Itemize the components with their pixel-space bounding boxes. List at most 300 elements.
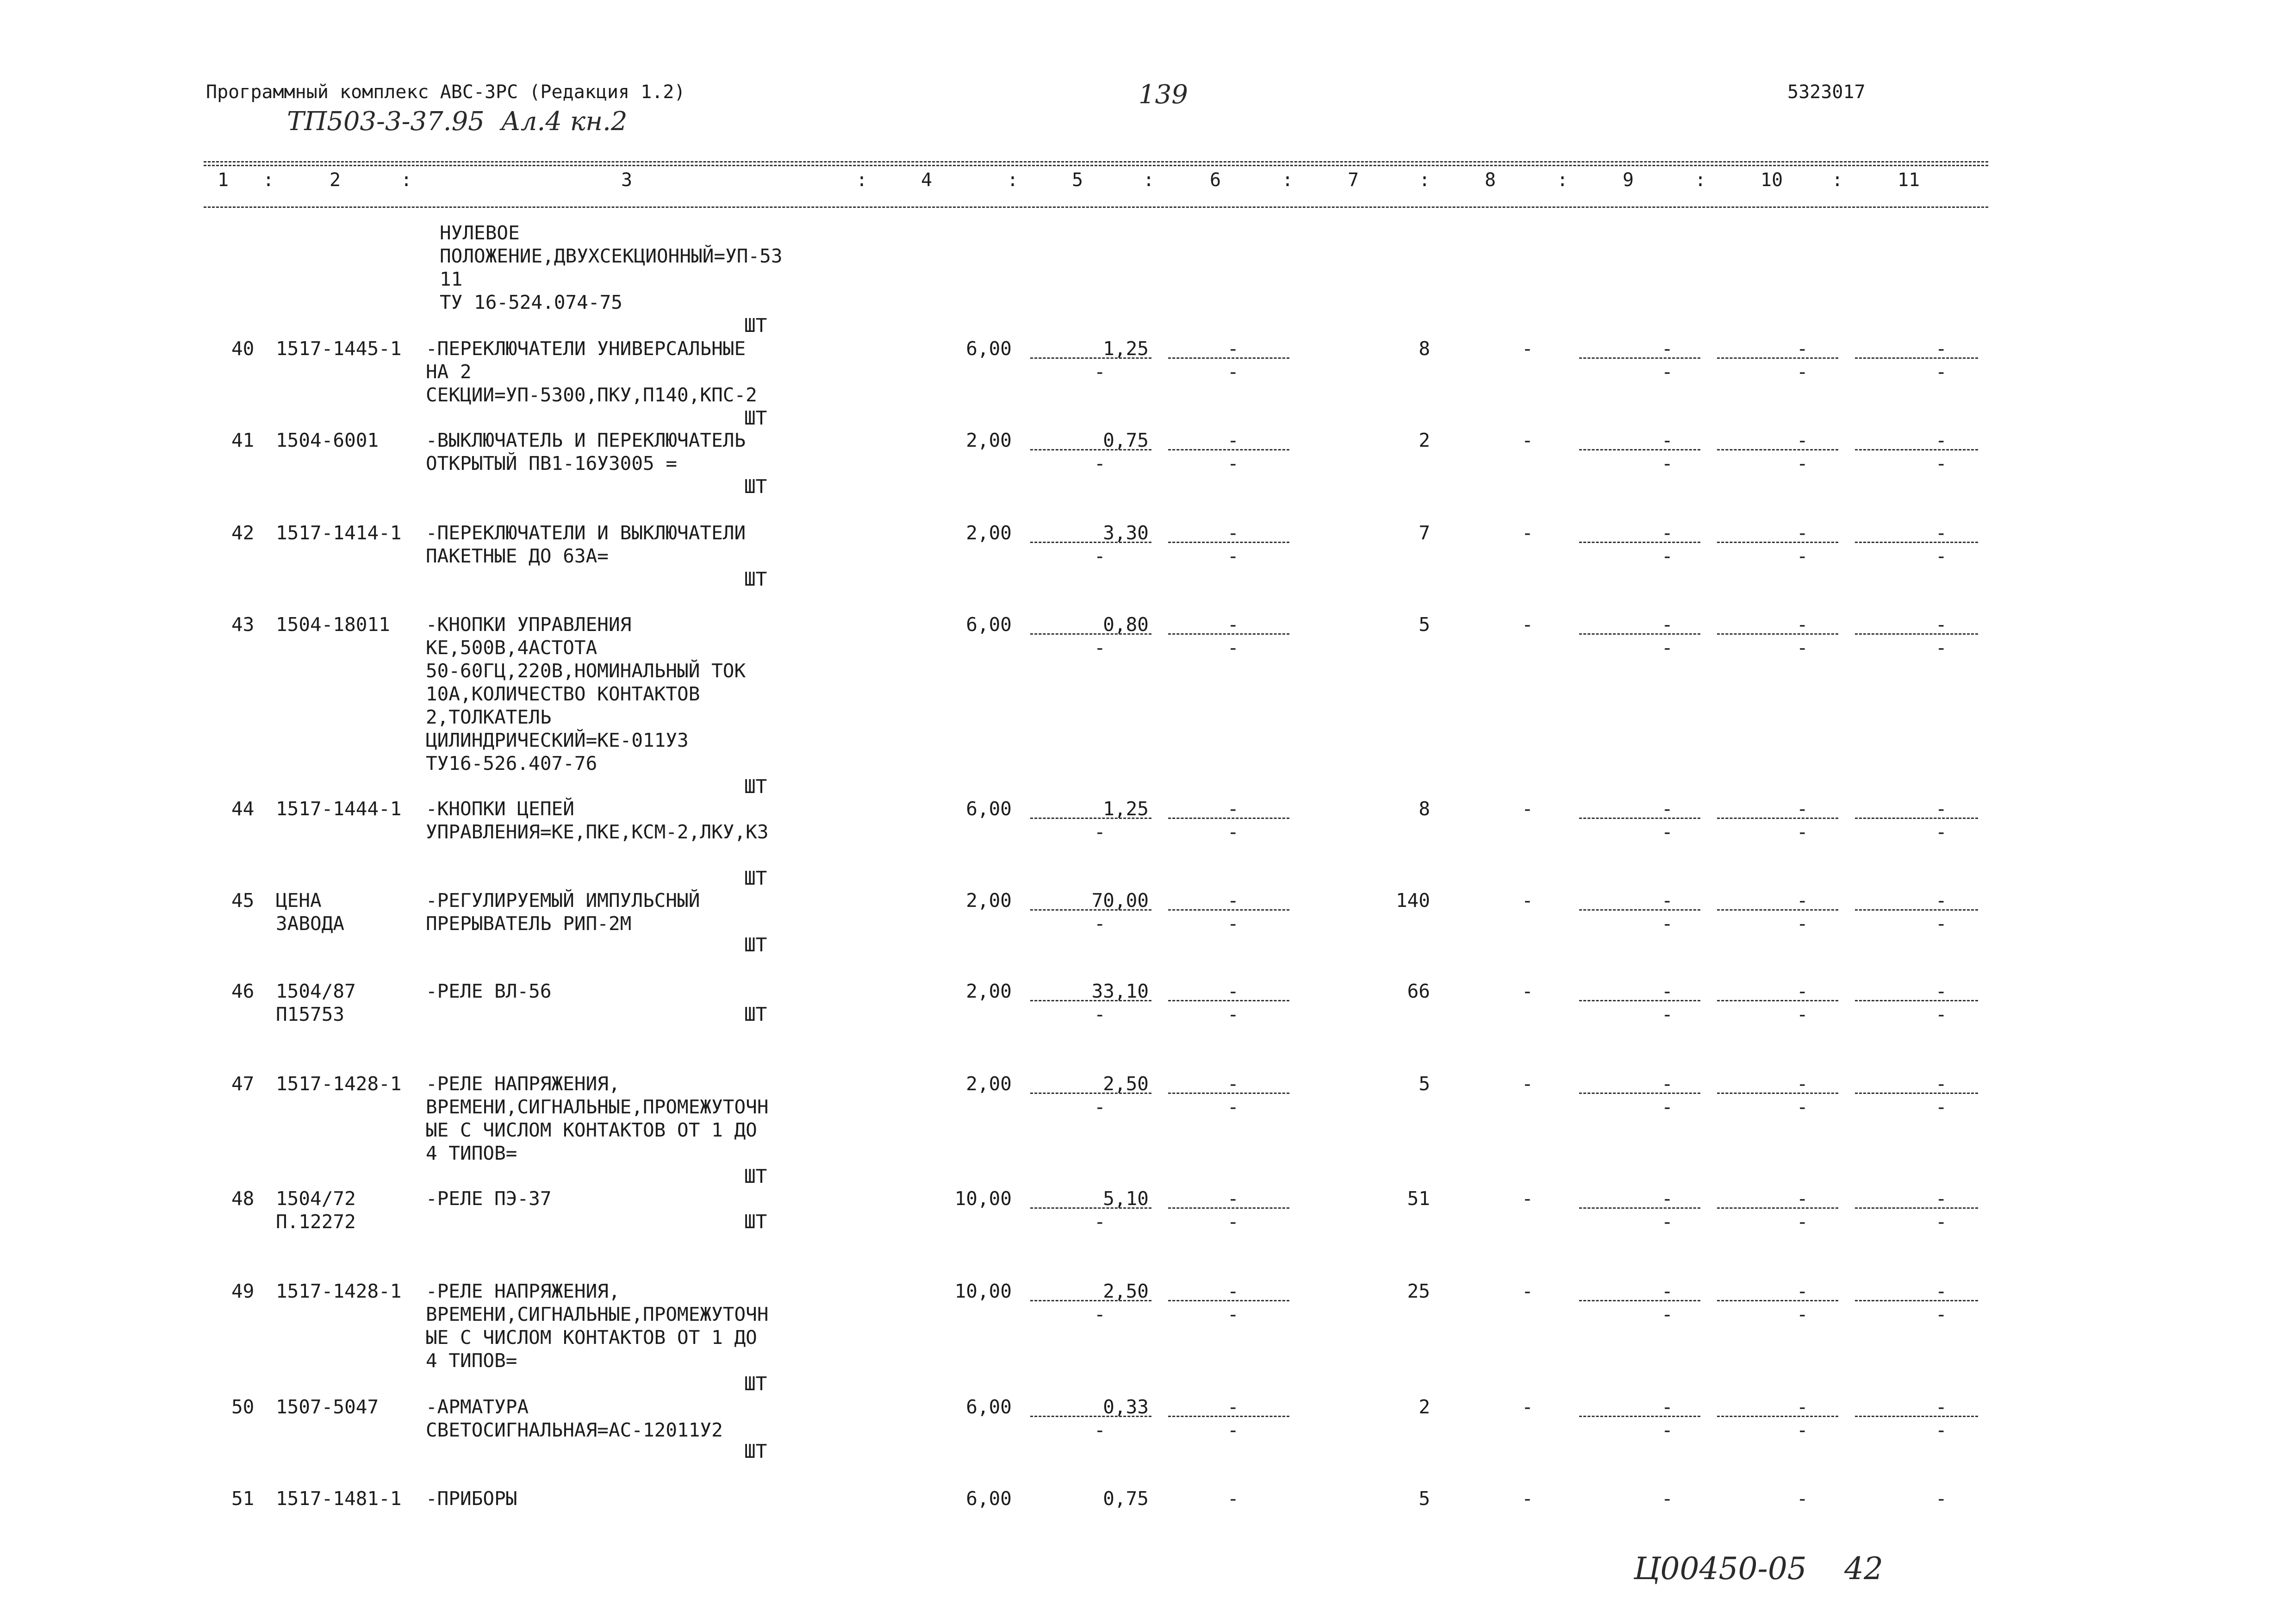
cell-col8: - <box>1522 613 1533 636</box>
cell-col4: 2,00 <box>966 889 1012 912</box>
cell-col4: 2,00 <box>966 1073 1012 1095</box>
cell-underline <box>1030 818 1151 819</box>
row-number: 49 <box>231 1280 255 1302</box>
cell-subvalue: - <box>1661 361 1673 383</box>
cell-col6: - <box>1227 429 1239 451</box>
cell-subvalue: - <box>1797 637 1808 659</box>
column-header: 7 <box>1348 169 1359 191</box>
cell-col6: - <box>1227 798 1239 820</box>
row-code: 1517-1428-1 <box>276 1073 402 1095</box>
cell-underline <box>1717 909 1838 911</box>
cell-underline <box>1579 818 1700 819</box>
cell-col11: - <box>1935 1187 1947 1210</box>
cell-col8: - <box>1522 429 1533 451</box>
cell-underline <box>1168 1093 1289 1094</box>
column-header: 6 <box>1210 169 1221 191</box>
cell-subvalue: - <box>1797 545 1808 567</box>
row-description: 2,ТОЛКАТЕЛЬ <box>426 706 552 728</box>
cell-col6: - <box>1227 1073 1239 1095</box>
cell-underline <box>1030 357 1151 359</box>
cell-underline <box>1579 357 1700 359</box>
cell-underline <box>1168 1207 1289 1209</box>
cell-underline <box>1855 542 1978 543</box>
cell-underline <box>1579 1416 1700 1417</box>
cell-col10: - <box>1797 1187 1808 1210</box>
cell-col5: 2,50 <box>1103 1073 1149 1095</box>
row-description: ПАКЕТНЫЕ ДО 63А= <box>426 545 609 567</box>
cell-underline <box>1717 1207 1838 1209</box>
cell-subvalue: - <box>1797 1419 1808 1441</box>
cell-subvalue: - <box>1094 912 1106 935</box>
column-header: 10 <box>1761 169 1783 191</box>
row-number: 45 <box>231 889 255 912</box>
lead-item-line: НУЛЕВОЕ <box>440 222 520 244</box>
cell-underline <box>1030 633 1151 635</box>
cell-subvalue: - <box>1227 1211 1239 1233</box>
row-unit: ШТ <box>744 568 767 590</box>
cell-col8: - <box>1522 1280 1533 1302</box>
cell-col9: - <box>1661 337 1673 360</box>
row-description: ЦИЛИНДРИЧЕСКИЙ=КЕ-011У3 <box>426 729 689 751</box>
row-description: СВЕТОСИГНАЛЬНАЯ=АС-12011У2 <box>426 1419 723 1441</box>
cell-col11: - <box>1935 522 1947 544</box>
cell-col9: - <box>1661 798 1673 820</box>
cell-col10: - <box>1797 980 1808 1002</box>
cell-subvalue: - <box>1797 361 1808 383</box>
cell-col10: - <box>1797 889 1808 912</box>
cell-subvalue: - <box>1227 912 1239 935</box>
cell-underline <box>1168 1416 1289 1417</box>
cell-underline <box>1030 1000 1151 1001</box>
cell-col5: 5,10 <box>1103 1187 1149 1210</box>
cell-col9: - <box>1661 1487 1673 1510</box>
cell-subvalue: - <box>1661 452 1673 475</box>
cell-col5: 33,10 <box>1091 980 1149 1002</box>
cell-subvalue: - <box>1935 1096 1947 1118</box>
cell-col9: - <box>1661 613 1673 636</box>
cell-subvalue: - <box>1661 637 1673 659</box>
header-bottom-rule <box>204 206 1988 208</box>
cell-col6: - <box>1227 613 1239 636</box>
cell-underline <box>1717 449 1838 450</box>
cell-underline <box>1030 1207 1151 1209</box>
cell-col5: 2,50 <box>1103 1280 1149 1302</box>
cell-subvalue: - <box>1661 821 1673 843</box>
cell-subvalue: - <box>1935 1003 1947 1025</box>
cell-underline <box>1855 1300 1978 1301</box>
program-title: Программный комплекс АВС-3РС (Редакция 1.2) <box>206 81 685 103</box>
lead-item-line: 11 <box>440 268 463 290</box>
cell-col11: - <box>1935 798 1947 820</box>
cell-col6: - <box>1227 522 1239 544</box>
cell-col4: 10,00 <box>954 1187 1012 1210</box>
cell-col5: 0,33 <box>1103 1396 1149 1418</box>
cell-col8: - <box>1522 1487 1533 1510</box>
row-description: ОТКРЫТЫЙ ПВ1-16У3005 = <box>426 452 678 475</box>
cell-subvalue: - <box>1094 821 1106 843</box>
cell-col9: - <box>1661 1396 1673 1418</box>
row-number: 43 <box>231 613 255 636</box>
row-number: 44 <box>231 798 255 820</box>
row-description: -ПРИБОРЫ <box>426 1487 517 1510</box>
cell-col11: - <box>1935 980 1947 1002</box>
cell-subvalue: - <box>1227 1303 1239 1325</box>
cell-col7: 5 <box>1419 613 1430 636</box>
row-number: 41 <box>231 429 255 451</box>
row-description: -РЕЛЕ НАПРЯЖЕНИЯ, <box>426 1073 620 1095</box>
cell-subvalue: - <box>1227 361 1239 383</box>
cell-col6: - <box>1227 1487 1239 1510</box>
column-separator: : <box>1557 169 1568 191</box>
row-code: 1517-1481-1 <box>276 1487 402 1510</box>
cell-subvalue: - <box>1797 1003 1808 1025</box>
row-unit: ШТ <box>744 775 767 798</box>
row-description: КЕ,500В,4АСТОТА <box>426 637 597 659</box>
cell-col5: 0,75 <box>1103 1487 1149 1510</box>
row-description: 50-60ГЦ,220В,НОМИНАЛЬНЫЙ ТОК <box>426 660 746 682</box>
document-code: 5323017 <box>1787 81 1866 103</box>
row-unit: ШТ <box>744 1003 767 1025</box>
cell-subvalue: - <box>1094 1096 1106 1118</box>
cell-col7: 51 <box>1407 1187 1430 1210</box>
column-header-row <box>0 169 2296 202</box>
cell-col8: - <box>1522 1187 1533 1210</box>
column-header: 4 <box>921 169 933 191</box>
cell-col4: 2,00 <box>966 522 1012 544</box>
cell-col4: 10,00 <box>954 1280 1012 1302</box>
cell-col10: - <box>1797 522 1808 544</box>
cell-underline <box>1717 1416 1838 1417</box>
cell-subvalue: - <box>1227 452 1239 475</box>
cell-underline <box>1855 818 1978 819</box>
cell-underline <box>1030 1093 1151 1094</box>
row-description: ТУ16-526.407-76 <box>426 752 597 775</box>
column-header: 9 <box>1623 169 1634 191</box>
cell-col10: - <box>1797 1487 1808 1510</box>
cell-underline <box>1168 542 1289 543</box>
row-code: 1517-1428-1 <box>276 1280 402 1302</box>
cell-subvalue: - <box>1935 912 1947 935</box>
cell-col7: 66 <box>1407 980 1430 1002</box>
lead-item-unit: ШТ <box>744 314 767 337</box>
cell-underline <box>1717 542 1838 543</box>
row-number: 48 <box>231 1187 255 1210</box>
row-description: -КНОПКИ ЦЕПЕЙ <box>426 798 574 820</box>
row-description: ВРЕМЕНИ,СИГНАЛЬНЫЕ,ПРОМЕЖУТОЧН <box>426 1096 769 1118</box>
cell-col10: - <box>1797 1280 1808 1302</box>
row-description: -ПЕРЕКЛЮЧАТЕЛИ И ВЫКЛЮЧАТЕЛИ <box>426 522 746 544</box>
column-separator: : <box>1007 169 1019 191</box>
column-separator: : <box>1282 169 1294 191</box>
cell-col7: 140 <box>1395 889 1430 912</box>
cell-col4: 2,00 <box>966 980 1012 1002</box>
cell-col8: - <box>1522 798 1533 820</box>
footer-sheet-number: 42 <box>1844 1551 1883 1587</box>
column-header: 1 <box>218 169 229 191</box>
row-code: 1504/72 <box>276 1187 356 1210</box>
cell-col11: - <box>1935 889 1947 912</box>
row-description: НА 2 <box>426 361 472 383</box>
cell-col11: - <box>1935 429 1947 451</box>
column-separator: : <box>263 169 274 191</box>
cell-col7: 7 <box>1419 522 1430 544</box>
column-separator: : <box>1695 169 1706 191</box>
row-description: ВРЕМЕНИ,СИГНАЛЬНЫЕ,ПРОМЕЖУТОЧН <box>426 1303 769 1325</box>
cell-col6: - <box>1227 1396 1239 1418</box>
column-header: 3 <box>621 169 633 191</box>
row-number: 40 <box>231 337 255 360</box>
cell-col11: - <box>1935 1073 1947 1095</box>
row-code: ЦЕНА <box>276 889 322 912</box>
cell-col8: - <box>1522 337 1533 360</box>
row-code: 1517-1445-1 <box>276 337 402 360</box>
cell-underline <box>1579 1093 1700 1094</box>
cell-col7: 25 <box>1407 1280 1430 1302</box>
cell-col7: 5 <box>1419 1487 1430 1510</box>
cell-col10: - <box>1797 337 1808 360</box>
cell-col10: - <box>1797 1073 1808 1095</box>
cell-col5: 0,80 <box>1103 613 1149 636</box>
cell-subvalue: - <box>1935 452 1947 475</box>
row-code: 1517-1444-1 <box>276 798 402 820</box>
project-reference: ТП503-3-37.95 Ал.4 кн.2 <box>287 106 628 137</box>
row-description: ЫЕ С ЧИСЛОМ КОНТАКТОВ ОТ 1 ДО <box>426 1119 757 1141</box>
row-number: 51 <box>231 1487 255 1510</box>
cell-subvalue: - <box>1797 912 1808 935</box>
cell-col6: - <box>1227 337 1239 360</box>
cell-subvalue: - <box>1935 821 1947 843</box>
cell-col11: - <box>1935 1487 1947 1510</box>
cell-subvalue: - <box>1227 1003 1239 1025</box>
row-number: 47 <box>231 1073 255 1095</box>
cell-underline <box>1717 357 1838 359</box>
cell-col11: - <box>1935 1280 1947 1302</box>
cell-subvalue: - <box>1797 1096 1808 1118</box>
row-description: -РЕГУЛИРУЕМЫЙ ИМПУЛЬСНЫЙ <box>426 889 700 912</box>
cell-col5: 1,25 <box>1103 798 1149 820</box>
cell-col8: - <box>1522 522 1533 544</box>
column-header: 8 <box>1485 169 1496 191</box>
page-number: 139 <box>1139 80 1188 110</box>
cell-col6: - <box>1227 889 1239 912</box>
cell-underline <box>1579 449 1700 450</box>
cell-underline <box>1855 449 1978 450</box>
cell-underline <box>1579 1300 1700 1301</box>
cell-underline <box>1717 1000 1838 1001</box>
cell-subvalue: - <box>1935 637 1947 659</box>
cell-col10: - <box>1797 798 1808 820</box>
cell-subvalue: - <box>1094 361 1106 383</box>
cell-col6: - <box>1227 980 1239 1002</box>
cell-subvalue: - <box>1661 1003 1673 1025</box>
header-top-rule <box>204 161 1988 162</box>
cell-subvalue: - <box>1094 1419 1106 1441</box>
cell-subvalue: - <box>1227 1419 1239 1441</box>
cell-underline <box>1579 1000 1700 1001</box>
cell-col9: - <box>1661 429 1673 451</box>
cell-underline <box>1168 357 1289 359</box>
cell-underline <box>1579 542 1700 543</box>
cell-col7: 2 <box>1419 1396 1430 1418</box>
cell-underline <box>1030 909 1151 911</box>
cell-subvalue: - <box>1935 545 1947 567</box>
cell-underline <box>1168 633 1289 635</box>
column-separator: : <box>1419 169 1431 191</box>
row-description: 10А,КОЛИЧЕСТВО КОНТАКТОВ <box>426 683 700 705</box>
cell-underline <box>1030 1300 1151 1301</box>
row-description: -КНОПКИ УПРАВЛЕНИЯ <box>426 613 632 636</box>
cell-subvalue: - <box>1094 452 1106 475</box>
cell-underline <box>1855 1416 1978 1417</box>
cell-underline <box>1855 357 1978 359</box>
cell-subvalue: - <box>1935 1419 1947 1441</box>
cell-col5: 1,25 <box>1103 337 1149 360</box>
cell-underline <box>1168 1000 1289 1001</box>
cell-subvalue: - <box>1094 637 1106 659</box>
cell-col4: 6,00 <box>966 798 1012 820</box>
row-description: -АРМАТУРА <box>426 1396 529 1418</box>
cell-col6: - <box>1227 1280 1239 1302</box>
cell-subvalue: - <box>1227 1096 1239 1118</box>
cell-underline <box>1717 1093 1838 1094</box>
cell-underline <box>1168 909 1289 911</box>
column-header: 5 <box>1072 169 1083 191</box>
lead-item-line: ТУ 16-524.074-75 <box>440 291 622 313</box>
cell-subvalue: - <box>1227 821 1239 843</box>
cell-col9: - <box>1661 980 1673 1002</box>
row-description: ПРЕРЫВАТЕЛЬ РИП-2М <box>426 912 632 935</box>
row-unit: ШТ <box>744 1211 767 1233</box>
row-code: 1504-18011 <box>276 613 390 636</box>
cell-subvalue: - <box>1661 1211 1673 1233</box>
cell-underline <box>1030 449 1151 450</box>
cell-col5: 70,00 <box>1091 889 1149 912</box>
row-description: -ВЫКЛЮЧАТЕЛЬ И ПЕРЕКЛЮЧАТЕЛЬ <box>426 429 746 451</box>
cell-col4: 6,00 <box>966 337 1012 360</box>
row-unit: ШТ <box>744 1440 767 1462</box>
cell-col9: - <box>1661 889 1673 912</box>
lead-item-line: ПОЛОЖЕНИЕ,ДВУХСЕКЦИОННЫЙ=УП-53 <box>440 245 783 267</box>
cell-col6: - <box>1227 1187 1239 1210</box>
row-unit: ШТ <box>744 934 767 956</box>
cell-col4: 6,00 <box>966 613 1012 636</box>
row-number: 42 <box>231 522 255 544</box>
cell-col8: - <box>1522 980 1533 1002</box>
row-number: 46 <box>231 980 255 1002</box>
cell-underline <box>1855 909 1978 911</box>
cell-col7: 5 <box>1419 1073 1430 1095</box>
cell-subvalue: - <box>1661 1303 1673 1325</box>
footer-stamp: Ц00450-05 <box>1634 1551 1807 1587</box>
cell-subvalue: - <box>1661 545 1673 567</box>
cell-underline <box>1030 542 1151 543</box>
cell-underline <box>1168 449 1289 450</box>
cell-underline <box>1717 1300 1838 1301</box>
cell-subvalue: - <box>1661 912 1673 935</box>
cell-col9: - <box>1661 522 1673 544</box>
cell-subvalue: - <box>1094 1211 1106 1233</box>
cell-underline <box>1855 1093 1978 1094</box>
cell-underline <box>1168 818 1289 819</box>
header-top-rule-2 <box>204 165 1988 166</box>
cell-col11: - <box>1935 613 1947 636</box>
cell-underline <box>1855 1207 1978 1209</box>
cell-col10: - <box>1797 429 1808 451</box>
cell-col11: - <box>1935 337 1947 360</box>
cell-col5: 0,75 <box>1103 429 1149 451</box>
column-separator: : <box>401 169 412 191</box>
row-unit: ШТ <box>744 407 767 429</box>
cell-underline <box>1579 909 1700 911</box>
row-number: 50 <box>231 1396 255 1418</box>
cell-subvalue: - <box>1661 1419 1673 1441</box>
cell-underline <box>1168 1300 1289 1301</box>
cell-subvalue: - <box>1797 452 1808 475</box>
row-description: -ПЕРЕКЛЮЧАТЕЛИ УНИВЕРСАЛЬНЫЕ <box>426 337 746 360</box>
cell-col9: - <box>1661 1187 1673 1210</box>
row-unit: ШТ <box>744 1165 767 1187</box>
cell-underline <box>1855 633 1978 635</box>
cell-underline <box>1717 818 1838 819</box>
cell-col8: - <box>1522 889 1533 912</box>
row-code: П15753 <box>276 1003 345 1025</box>
row-description: 4 ТИПОВ= <box>426 1349 517 1372</box>
cell-col4: 6,00 <box>966 1487 1012 1510</box>
cell-underline <box>1030 1416 1151 1417</box>
row-code: 1504/87 <box>276 980 356 1002</box>
cell-col4: 6,00 <box>966 1396 1012 1418</box>
cell-subvalue: - <box>1227 637 1239 659</box>
cell-subvalue: - <box>1797 821 1808 843</box>
column-header: 2 <box>330 169 341 191</box>
row-description: УПРАВЛЕНИЯ=КЕ,ПКЕ,КСМ-2,ЛКУ,КЗ <box>426 821 769 843</box>
cell-subvalue: - <box>1227 545 1239 567</box>
cell-col9: - <box>1661 1280 1673 1302</box>
cell-col9: - <box>1661 1073 1673 1095</box>
row-description: -РЕЛЕ НАПРЯЖЕНИЯ, <box>426 1280 620 1302</box>
column-separator: : <box>856 169 868 191</box>
row-code: 1504-6001 <box>276 429 379 451</box>
row-code: 1507-5047 <box>276 1396 379 1418</box>
row-unit: ШТ <box>744 867 767 889</box>
cell-subvalue: - <box>1094 1003 1106 1025</box>
cell-col10: - <box>1797 613 1808 636</box>
cell-underline <box>1855 1000 1978 1001</box>
row-unit: ШТ <box>744 475 767 498</box>
cell-col8: - <box>1522 1073 1533 1095</box>
cell-col7: 8 <box>1419 337 1430 360</box>
cell-col7: 8 <box>1419 798 1430 820</box>
cell-underline <box>1579 1207 1700 1209</box>
cell-col10: - <box>1797 1396 1808 1418</box>
row-code: П.12272 <box>276 1211 356 1233</box>
cell-col5: 3,30 <box>1103 522 1149 544</box>
cell-underline <box>1717 633 1838 635</box>
row-description: ЫЕ С ЧИСЛОМ КОНТАКТОВ ОТ 1 ДО <box>426 1326 757 1349</box>
row-code: ЗАВОДА <box>276 912 345 935</box>
cell-col7: 2 <box>1419 429 1430 451</box>
cell-underline <box>1579 633 1700 635</box>
column-header: 11 <box>1898 169 1920 191</box>
row-description: -РЕЛЕ ВЛ-56 <box>426 980 552 1002</box>
cell-col11: - <box>1935 1396 1947 1418</box>
cell-subvalue: - <box>1935 1303 1947 1325</box>
cell-subvalue: - <box>1094 1303 1106 1325</box>
cell-subvalue: - <box>1935 1211 1947 1233</box>
cell-col4: 2,00 <box>966 429 1012 451</box>
row-unit: ШТ <box>744 1373 767 1395</box>
column-separator: : <box>1832 169 1843 191</box>
